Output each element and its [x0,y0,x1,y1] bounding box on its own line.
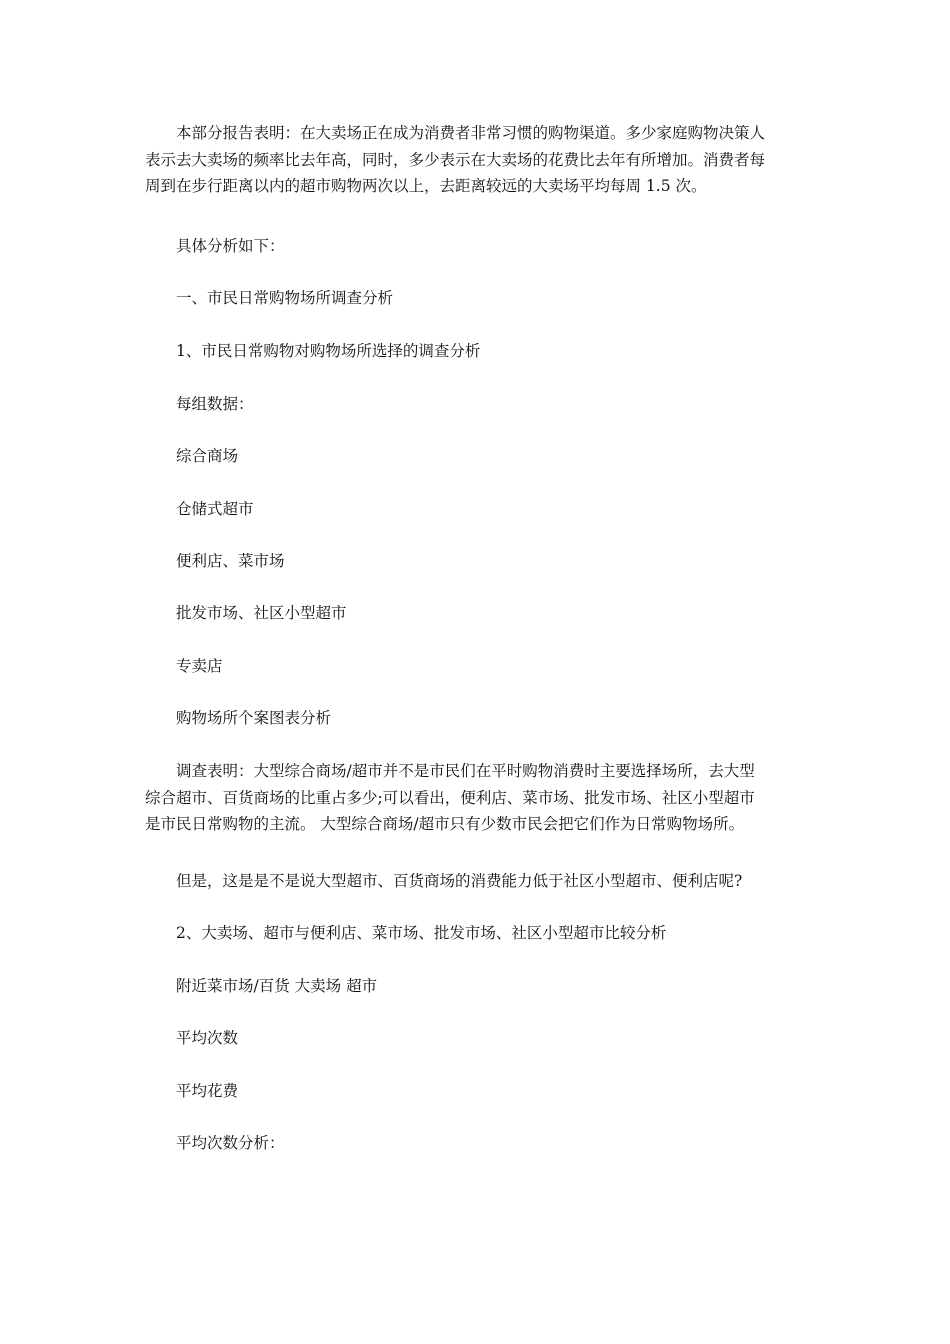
data-label: 每组数据： [176,395,254,413]
comparison-header: 附近菜市场/百货 大卖场 超市 [176,977,378,995]
intro-line-2: 表示去大卖场的频率比去年高，同时，多少表示在大卖场的花费比去年有所增加。消费者每 [145,150,766,169]
section-1-title: 一、市民日常购物场所调查分析 [176,289,394,307]
category-item: 便利店、菜市场 [176,552,285,570]
question-paragraph: 但是，这是是不是说大型超市、百货商场的消费能力低于社区小型超市、便利店呢? [176,872,743,890]
category-item: 专卖店 [176,657,223,675]
intro-paragraph [145,120,810,200]
survey-paragraph [145,758,810,838]
survey-line-1: 调查表明：大型综合商场/超市并不是市民们在平时购物消费时主要选择场所，去大型 [176,762,755,780]
intro-line-3: 周到在步行距离以内的超市购物两次以上，去距离较远的大卖场平均每周 1.5 次。 [145,177,707,195]
subsection-2-title: 2、大卖场、超市与便利店、菜市场、批发市场、社区小型超市比较分析 [176,924,667,942]
survey-line-2: 综合超市、百货商场的比重占多少;可以看出，便利店、菜市场、批发市场、社区小型超市 [145,788,755,807]
category-item: 批发市场、社区小型超市 [176,604,347,622]
intro-line-1: 本部分报告表明：在大卖场正在成为消费者非常习惯的购物渠道。多少家庭购物决策人 [176,124,766,142]
survey-line-3: 是市民日常购物的主流。 大型综合商场/超市只有少数市民会把它们作为日常购物场所。 [145,815,745,833]
category-item: 综合商场 [176,447,239,465]
analysis-heading: 具体分析如下： [176,237,285,255]
avg-visits-analysis: 平均次数分析： [176,1134,285,1152]
category-item: 仓储式超市 [176,500,254,518]
chart-caption: 购物场所个案图表分析 [176,709,332,727]
avg-spend-label: 平均花费 [176,1082,239,1100]
avg-visits-label: 平均次数 [176,1029,239,1047]
subsection-1-title: 1、市民日常购物对购物场所选择的调查分析 [176,342,481,360]
